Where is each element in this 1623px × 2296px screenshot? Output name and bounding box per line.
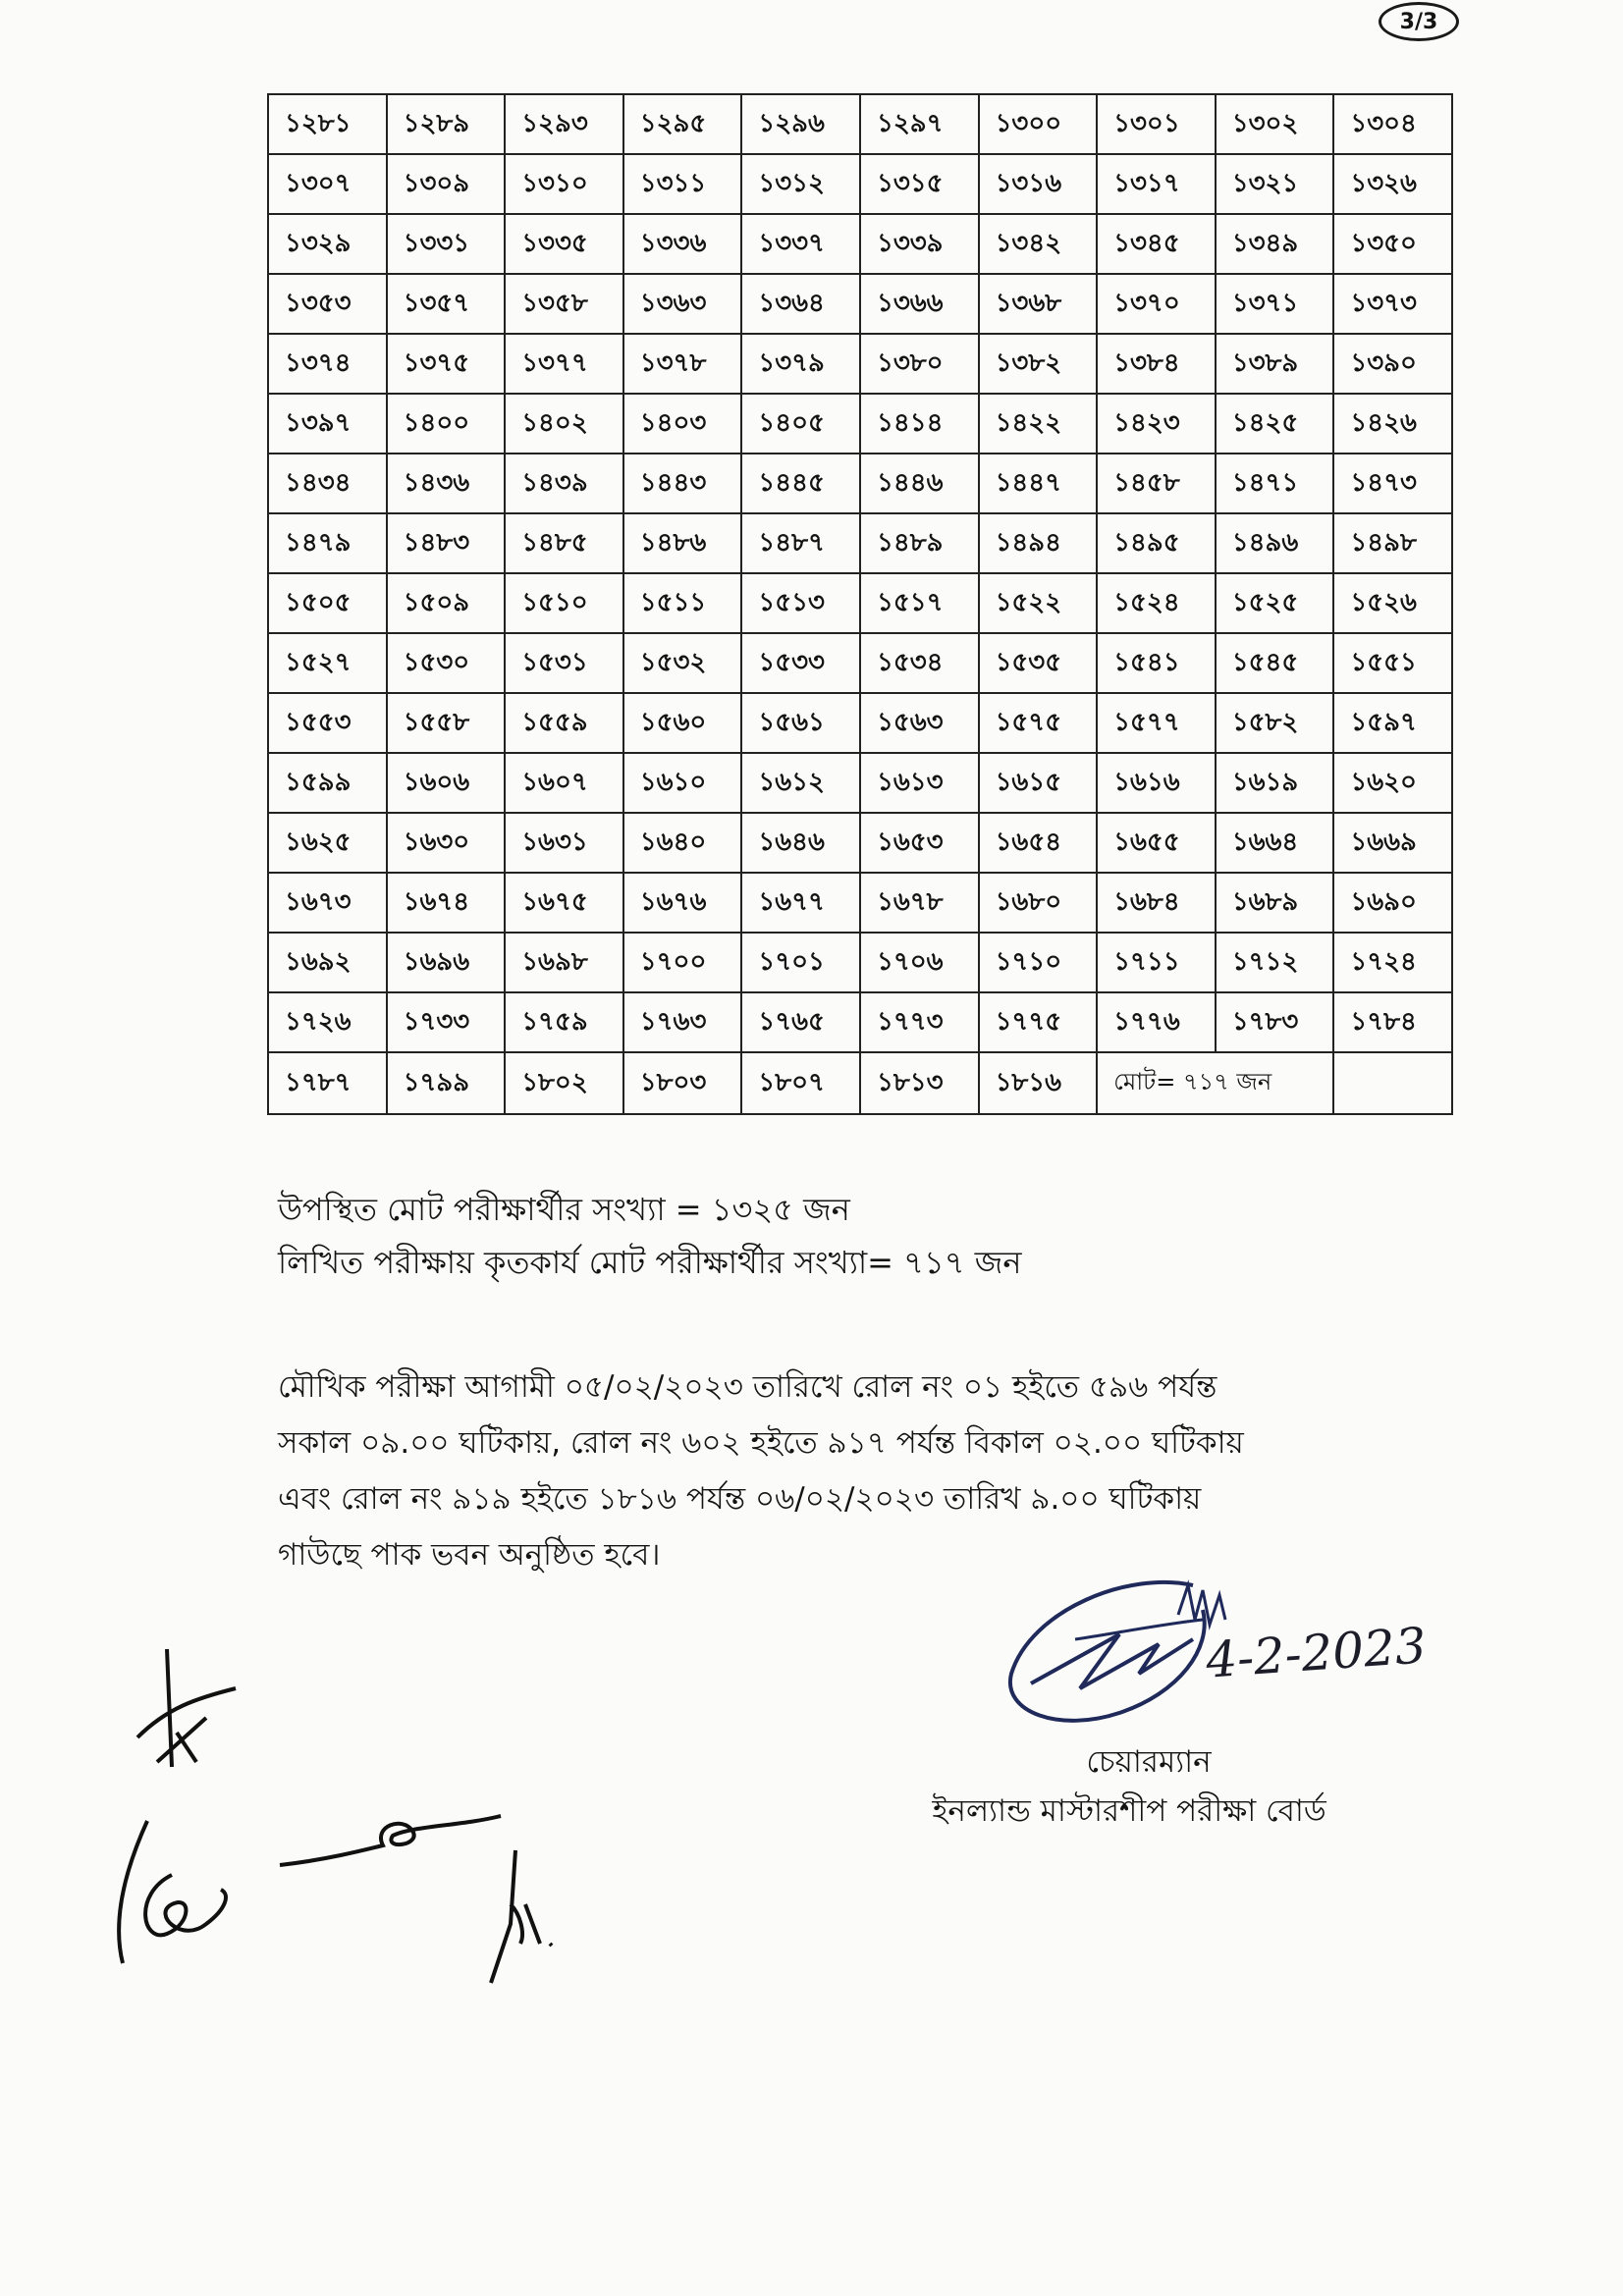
roll-cell: ১৩৪৫ — [1097, 214, 1216, 274]
roll-cell: ১২৮৯ — [387, 94, 506, 154]
summary-block — [278, 1183, 1021, 1289]
signatory-organization: ইনল্যান্ড মাস্টারশীপ পরীক্ষা বোর্ড — [932, 1793, 1326, 1829]
roll-cell: ১৭৭৫ — [979, 992, 1098, 1052]
roll-cell: ১৩৪৯ — [1216, 214, 1334, 274]
roll-cell: ১৩৬৮ — [979, 274, 1098, 334]
roll-cell: ১৫৮২ — [1216, 693, 1334, 753]
roll-cell: ১৫৭৭ — [1097, 693, 1216, 753]
roll-cell: ১৪১৪ — [860, 394, 979, 454]
notice-line: এবং রোল নং ৯১৯ হইতে ১৮১৬ পর্যন্ত ০৬/০২/২০২৩ তারিখ ৯.০০ ঘটিকায় — [278, 1481, 1202, 1517]
roll-cell: ১৩২৯ — [268, 214, 387, 274]
roll-cell: ১৩১৫ — [860, 154, 979, 214]
roll-cell: ১৫৩৫ — [979, 633, 1098, 693]
roll-cell: ১৩৬৪ — [741, 274, 860, 334]
roll-cell: ১৪৮৯ — [860, 513, 979, 573]
roll-cell: ১৩৫৭ — [387, 274, 506, 334]
signatory-title: চেয়ারম্যান — [1086, 1744, 1212, 1780]
roll-cell: ১৩৩৭ — [741, 214, 860, 274]
roll-cell: ১৭৭৬ — [1097, 992, 1216, 1052]
roll-cell: ১৩৮৪ — [1097, 334, 1216, 394]
roll-cell: ১৭৬৩ — [623, 992, 742, 1052]
roll-cell: ১৩৫০ — [1333, 214, 1452, 274]
roll-cell: ১৩৭৪ — [268, 334, 387, 394]
roll-cell: ১৩৩১ — [387, 214, 506, 274]
roll-cell: ১৫১০ — [505, 573, 623, 633]
roll-cell: ১৬৯৬ — [387, 933, 506, 992]
roll-cell: ১৭০০ — [623, 933, 742, 992]
roll-cell: ১২৮১ — [268, 94, 387, 154]
roll-cell: ১৩০১ — [1097, 94, 1216, 154]
table-row — [268, 693, 1452, 753]
roll-cell: ১৩৩৬ — [623, 214, 742, 274]
roll-cell: ১৫১৩ — [741, 573, 860, 633]
table-row — [268, 94, 1452, 154]
roll-cell: ১৩০২ — [1216, 94, 1334, 154]
roll-cell: ১৪৯৮ — [1333, 513, 1452, 573]
table-row — [268, 573, 1452, 633]
roll-cell: ১৩৭৯ — [741, 334, 860, 394]
roll-cell: ১৪৭৯ — [268, 513, 387, 573]
roll-cell: ১৬৯৮ — [505, 933, 623, 992]
roll-cell: ১৬২৫ — [268, 813, 387, 873]
roll-cell: ১৬৩১ — [505, 813, 623, 873]
signature-date: 4-2-2023 — [1204, 1617, 1429, 1689]
roll-cell: ১৮০৭ — [741, 1052, 860, 1114]
roll-cell: ১৭১২ — [1216, 933, 1334, 992]
roll-cell: ১৩৩৫ — [505, 214, 623, 274]
roll-cell: ১৫৬১ — [741, 693, 860, 753]
roll-cell: ১৩১০ — [505, 154, 623, 214]
roll-cell: ১৬৬৪ — [1216, 813, 1334, 873]
roll-cell: ১৩০৭ — [268, 154, 387, 214]
roll-cell: ১৩২১ — [1216, 154, 1334, 214]
roll-cell: ১৭৮৪ — [1333, 992, 1452, 1052]
roll-cell: ১৫৫৩ — [268, 693, 387, 753]
roll-cell: ১৪৭১ — [1216, 454, 1334, 513]
roll-cell: ১৫৯৯ — [268, 753, 387, 813]
total-passed-line: লিখিত পরীক্ষায় কৃতকার্য মোট পরীক্ষার্থীর সংখ্যা= ৭১৭ জন — [278, 1244, 1022, 1281]
roll-cell: ১৪৯৬ — [1216, 513, 1334, 573]
roll-cell: ১৩৬৬ — [860, 274, 979, 334]
table-row — [268, 873, 1452, 933]
table-row — [268, 154, 1452, 214]
roll-cell: ১৪২৬ — [1333, 394, 1452, 454]
roll-cell: ১৩৭০ — [1097, 274, 1216, 334]
roll-cell: ১৩৩৯ — [860, 214, 979, 274]
roll-cell: ১২৯৩ — [505, 94, 623, 154]
roll-cell: ১৭১১ — [1097, 933, 1216, 992]
table-row — [268, 753, 1452, 813]
table-row — [268, 1052, 1452, 1114]
roll-cell: ১৬৫৪ — [979, 813, 1098, 873]
roll-cell: ১৫৪৫ — [1216, 633, 1334, 693]
roll-cell: ১৭৯৯ — [387, 1052, 506, 1114]
table-row — [268, 394, 1452, 454]
roll-cell: ১৫৪১ — [1097, 633, 1216, 693]
roll-cell: ১৫৩৩ — [741, 633, 860, 693]
roll-cell: ১৩৭৮ — [623, 334, 742, 394]
roll-cell: ১৩১৭ — [1097, 154, 1216, 214]
roll-cell: ১৫৩৪ — [860, 633, 979, 693]
roll-number-table — [267, 93, 1453, 1115]
roll-cell: ১৩৮৯ — [1216, 334, 1334, 394]
roll-cell: ১৬৩০ — [387, 813, 506, 873]
roll-cell: ১৩৭৩ — [1333, 274, 1452, 334]
roll-cell: ১৪৮৭ — [741, 513, 860, 573]
roll-cell: ১৬৭৭ — [741, 873, 860, 933]
roll-cell: ১৫৫৯ — [505, 693, 623, 753]
roll-cell: ১৬১৬ — [1097, 753, 1216, 813]
roll-cell: ১৪৫৮ — [1097, 454, 1216, 513]
roll-cell — [1333, 1052, 1452, 1114]
roll-cell: ১৭৩৩ — [387, 992, 506, 1052]
roll-cell: ১৫৩০ — [387, 633, 506, 693]
roll-cell: ১৫২৬ — [1333, 573, 1452, 633]
roll-cell: ১৬৫৫ — [1097, 813, 1216, 873]
notice-line: সকাল ০৯.০০ ঘটিকায়, রোল নং ৬০২ হইতে ৯১৭ পর্যন্ত বিকাল ০২.০০ ঘটিকায় — [278, 1425, 1244, 1461]
roll-cell: ১৪৪৩ — [623, 454, 742, 513]
roll-cell: ১৪২২ — [979, 394, 1098, 454]
roll-cell: ১২৯৬ — [741, 94, 860, 154]
roll-cell: ১৫২৫ — [1216, 573, 1334, 633]
roll-cell: ১৩১১ — [623, 154, 742, 214]
table-row — [268, 274, 1452, 334]
roll-cell: ১৪৯৪ — [979, 513, 1098, 573]
page-number-mark: 3/3 — [1379, 2, 1459, 41]
roll-cell: ১৬১৫ — [979, 753, 1098, 813]
roll-cell: ১৬৯০ — [1333, 873, 1452, 933]
roll-cell: ১৩০৪ — [1333, 94, 1452, 154]
roll-cell: ১৬১০ — [623, 753, 742, 813]
roll-cell: ১৬৭৩ — [268, 873, 387, 933]
table-row — [268, 933, 1452, 992]
roll-cell: ১৭৬৫ — [741, 992, 860, 1052]
roll-cell: ১৬১৯ — [1216, 753, 1334, 813]
roll-cell: ১৬৬৯ — [1333, 813, 1452, 873]
table-row — [268, 334, 1452, 394]
roll-cell: ১৮০৩ — [623, 1052, 742, 1114]
signatory-block — [913, 1737, 1384, 1836]
roll-cell: ১৪০২ — [505, 394, 623, 454]
roll-cell: ১৬০৬ — [387, 753, 506, 813]
member-signature — [113, 1816, 260, 1973]
roll-cell: ১৩৭৭ — [505, 334, 623, 394]
roll-cell: ১৩৫৮ — [505, 274, 623, 334]
roll-cell: ১৩৪২ — [979, 214, 1098, 274]
roll-cell: ১৮১৬ — [979, 1052, 1098, 1114]
total-passed-cell: মোট= ৭১৭ জন — [1097, 1052, 1333, 1114]
roll-cell: ১৪৩৯ — [505, 454, 623, 513]
roll-cell: ১৩০০ — [979, 94, 1098, 154]
roll-cell: ১৪৪৭ — [979, 454, 1098, 513]
roll-cell: ১৫০৯ — [387, 573, 506, 633]
total-present-line: উপস্থিত মোট পরীক্ষার্থীর সংখ্যা = ১৩২৫ জন — [278, 1191, 850, 1228]
roll-cell: ১৪৮৬ — [623, 513, 742, 573]
viva-notice — [278, 1360, 1397, 1583]
roll-cell: ১৬১২ — [741, 753, 860, 813]
roll-cell: ১৫৬০ — [623, 693, 742, 753]
roll-cell: ১৬৮৯ — [1216, 873, 1334, 933]
notice-line: গাউছে পাক ভবন অনুষ্ঠিত হবে। — [278, 1537, 661, 1573]
roll-cell: ১৪৮৫ — [505, 513, 623, 573]
roll-cell: ১৩৭৫ — [387, 334, 506, 394]
roll-cell: ১৩০৯ — [387, 154, 506, 214]
table-row — [268, 454, 1452, 513]
roll-cell: ১৭৮৩ — [1216, 992, 1334, 1052]
roll-cell: ১৩২৬ — [1333, 154, 1452, 214]
roll-cell: ১৬৭৪ — [387, 873, 506, 933]
roll-cell: ১৪৯৫ — [1097, 513, 1216, 573]
roll-cell: ১৮০২ — [505, 1052, 623, 1114]
roll-cell: ১৫১৭ — [860, 573, 979, 633]
roll-cell: ১৪৩৬ — [387, 454, 506, 513]
roll-cell: ১৭১০ — [979, 933, 1098, 992]
roll-cell: ১৩৮০ — [860, 334, 979, 394]
table-row — [268, 513, 1452, 573]
roll-cell: ১৫০৫ — [268, 573, 387, 633]
roll-cell: ১৩৯৭ — [268, 394, 387, 454]
roll-cell: ১৩৬৩ — [623, 274, 742, 334]
roll-cell: ১৪৪৬ — [860, 454, 979, 513]
roll-cell: ১২৯৭ — [860, 94, 979, 154]
roll-cell: ১৩৮২ — [979, 334, 1098, 394]
roll-cell: ১৫৫১ — [1333, 633, 1452, 693]
roll-cell: ১৫৩১ — [505, 633, 623, 693]
roll-cell: ১৩১৬ — [979, 154, 1098, 214]
table-row — [268, 992, 1452, 1052]
roll-cell: ১৪৭৩ — [1333, 454, 1452, 513]
roll-cell: ১৬০৭ — [505, 753, 623, 813]
roll-cell: ১৫২২ — [979, 573, 1098, 633]
member-signature — [128, 1639, 245, 1777]
roll-cell: ১৪০৫ — [741, 394, 860, 454]
roll-cell: ১৫২৭ — [268, 633, 387, 693]
roll-cell: ১৬৭৮ — [860, 873, 979, 933]
roll-cell: ১৬৮৪ — [1097, 873, 1216, 933]
roll-cell: ১৭৭৩ — [860, 992, 979, 1052]
roll-cell: ১৪২৩ — [1097, 394, 1216, 454]
roll-cell: ১৬২০ — [1333, 753, 1452, 813]
table-row — [268, 813, 1452, 873]
roll-cell: ১৫৩২ — [623, 633, 742, 693]
roll-cell: ১৭২৪ — [1333, 933, 1452, 992]
table-row — [268, 214, 1452, 274]
roll-cell: ১৪৪৫ — [741, 454, 860, 513]
roll-cell: ১৭৫৯ — [505, 992, 623, 1052]
roll-cell: ১৬৯২ — [268, 933, 387, 992]
roll-cell: ১৫২৪ — [1097, 573, 1216, 633]
roll-cell: ১৪৮৩ — [387, 513, 506, 573]
roll-cell: ১৫৫৮ — [387, 693, 506, 753]
member-signature — [481, 1845, 560, 1993]
roll-cell: ১৫১১ — [623, 573, 742, 633]
roll-cell: ১৪০০ — [387, 394, 506, 454]
roll-cell: ১৫৬৩ — [860, 693, 979, 753]
roll-cell: ১৫৯৭ — [1333, 693, 1452, 753]
table-row — [268, 633, 1452, 693]
roll-cell: ১৬৪৬ — [741, 813, 860, 873]
roll-cell: ১৬১৩ — [860, 753, 979, 813]
roll-cell: ১৮১৩ — [860, 1052, 979, 1114]
roll-cell: ১৭৮৭ — [268, 1052, 387, 1114]
member-signature — [275, 1806, 511, 1885]
roll-cell: ১৩৯০ — [1333, 334, 1452, 394]
roll-cell: ১৪০৩ — [623, 394, 742, 454]
roll-cell: ১৪৩৪ — [268, 454, 387, 513]
roll-cell: ১৬৮০ — [979, 873, 1098, 933]
roll-cell: ১২৯৫ — [623, 94, 742, 154]
roll-cell: ১৩৭১ — [1216, 274, 1334, 334]
roll-cell: ১৬৫৩ — [860, 813, 979, 873]
roll-cell: ১৬৭৬ — [623, 873, 742, 933]
roll-cell: ১৬৭৫ — [505, 873, 623, 933]
roll-cell: ১৭০৬ — [860, 933, 979, 992]
roll-cell: ১৬৪০ — [623, 813, 742, 873]
roll-cell: ১৩১২ — [741, 154, 860, 214]
roll-cell: ১৭২৬ — [268, 992, 387, 1052]
roll-cell: ১৪২৫ — [1216, 394, 1334, 454]
roll-cell: ১৫৭৫ — [979, 693, 1098, 753]
notice-line: মৌখিক পরীক্ষা আগামী ০৫/০২/২০২৩ তারিখে রোল নং ০১ হইতে ৫৯৬ পর্যন্ত — [278, 1369, 1217, 1405]
roll-cell: ১৭০১ — [741, 933, 860, 992]
roll-cell: ১৩৫৩ — [268, 274, 387, 334]
